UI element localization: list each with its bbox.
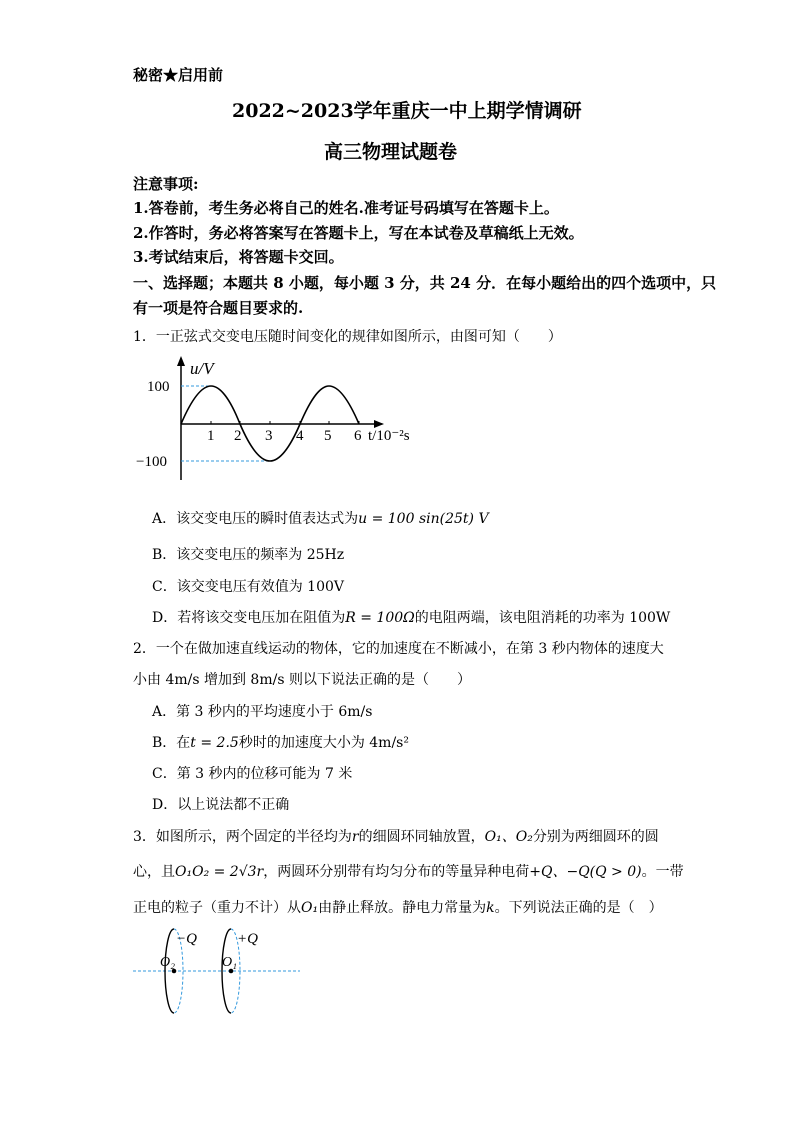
question-2-stem: 2．一个在做加速直线运动的物体，它的加速度在不断减小，在第 3 秒内物体的速度大	[133, 641, 664, 657]
notice-item: 1.答卷前，考生务必将自己的姓名.准考证号码填写在答题卡上。	[133, 199, 559, 217]
right-charge-label: +Q	[237, 931, 258, 947]
ring-figure	[130, 925, 310, 1020]
q2-option-d: D．以上说法都不正确	[152, 797, 290, 813]
question-3-stem-cont: 正电的粒子（重力不计）从O₁由静止释放。静电力常量为k。下列说法正确的是（ ）	[133, 900, 663, 916]
y-axis-arrow	[177, 356, 185, 366]
exam-title: 2022~2023学年重庆一中上期学情调研	[232, 100, 582, 122]
x-axis-arrow	[374, 420, 384, 428]
x-tick-label: 2	[234, 428, 242, 444]
q2-option-a: A．第 3 秒内的平均速度小于 6m/s	[152, 704, 373, 720]
sine-wave-graph	[130, 352, 430, 487]
notice-heading: 注意事项:	[133, 175, 199, 193]
x-axis-label: t/10⁻²s	[368, 428, 410, 444]
q1-option-a: A．该交变电压的瞬时值表达式为u = 100 sin(25t) V	[152, 511, 489, 527]
question-3-stem: 3．如图所示，两个固定的半径均为r的细圆环同轴放置，O₁、O₂分别为两细圆环的圆	[133, 829, 659, 845]
notice-item: 3.考试结束后，将答题卡交回。	[133, 248, 344, 266]
exam-subtitle: 高三物理试题卷	[324, 141, 458, 163]
x-tick-label: 6	[354, 428, 362, 444]
section-heading: 一、选择题；本题共 8 小题，每小题 3 分，共 24 分．在每小题给出的四个选项中，只	[133, 274, 717, 292]
x-tick-label: 4	[296, 428, 304, 444]
y-axis-label: u/V	[190, 359, 214, 378]
left-charge-label: −Q	[176, 931, 197, 947]
q2-option-c: C．第 3 秒内的位移可能为 7 米	[152, 766, 353, 782]
question-1-stem: 1．一正弦式交变电压随时间变化的规律如图所示，由图可知（ ）	[133, 329, 562, 345]
y-max-label: 100	[147, 379, 170, 395]
o2-label: O₂	[160, 955, 175, 970]
notice-item: 2.作答时，务必将答案写在答题卡上，写在本试卷及草稿纸上无效。	[133, 224, 584, 242]
x-tick-label: 1	[207, 428, 215, 444]
q1-option-c: C．该交变电压有效值为 100V	[152, 579, 344, 595]
question-3-stem-cont: 心，且O₁O₂ = 2√3r，两圆环分别带有均匀分布的等量异种电荷+Q、−Q(Q > 0)。一带	[133, 864, 684, 880]
x-tick-label: 3	[265, 428, 273, 444]
o1-label: O₁	[222, 955, 237, 970]
section-heading-cont: 有一项是符合题目要求的.	[133, 299, 304, 317]
q1-option-b: B．该交变电压的频率为 25Hz	[152, 547, 345, 563]
question-2-stem-cont: 小由 4m/s 增加到 8m/s 则以下说法正确的是（ ）	[133, 672, 471, 688]
x-tick-label: 5	[324, 428, 332, 444]
confidential-mark: 秘密★启用前	[133, 66, 224, 84]
y-min-label: −100	[136, 454, 167, 470]
q1-option-d: D．若将该交变电压加在阻值为R = 100Ω的电阻两端，该电阻消耗的功率为 100W	[152, 610, 671, 626]
q2-option-b: B．在t = 2.5秒时的加速度大小为 4m/s²	[152, 735, 409, 751]
